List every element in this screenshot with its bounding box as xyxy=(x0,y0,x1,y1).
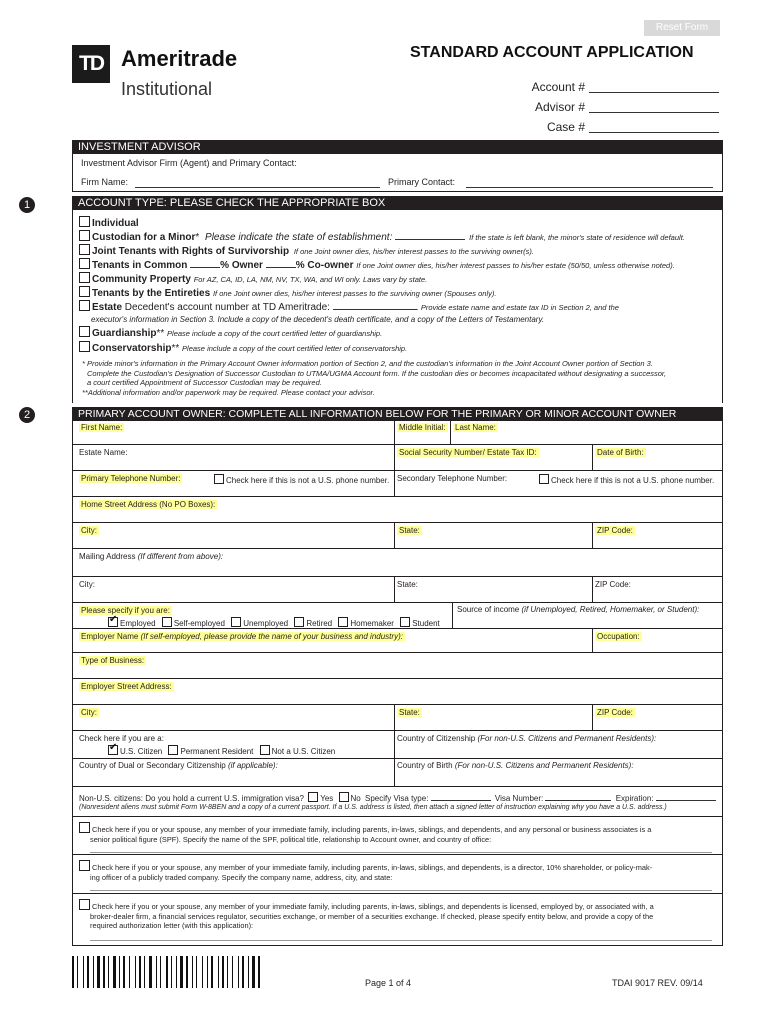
barcode-bar xyxy=(87,956,89,988)
barcode-bar xyxy=(252,956,255,988)
section-1-badge: 1 xyxy=(19,197,35,213)
homemaker-label: Homemaker xyxy=(350,619,394,628)
divider xyxy=(72,652,723,653)
divider xyxy=(394,704,395,730)
divider xyxy=(72,548,723,549)
barcode-bar xyxy=(196,956,197,988)
city-label: City: xyxy=(81,526,97,535)
advisor-number-label: Advisor # xyxy=(534,100,585,114)
visa-note: (Nonresident aliens must submit Form W-8BEN and a copy of a current passport. If a U.S. address is listed, then attach a signed letter of instruction explaining why you have a U.S. address.) xyxy=(79,804,667,811)
barcode-bar xyxy=(222,956,224,988)
guardianship-mark: ** xyxy=(156,328,165,339)
barcode-bar xyxy=(156,956,157,988)
country-citizenship-label: Country of Citizenship (For non-U.S. Citizens and Permanent Residents): xyxy=(397,734,657,743)
barcode-bar xyxy=(192,956,193,988)
permanent-resident-checkbox[interactable] xyxy=(168,745,178,755)
barcode-bar xyxy=(139,956,141,988)
account-number-field[interactable] xyxy=(589,80,719,93)
barcode-icon xyxy=(72,956,298,988)
entireties-checkbox[interactable] xyxy=(79,286,90,297)
barcode-bar xyxy=(135,956,136,988)
barcode-bar xyxy=(227,956,228,988)
custodian-checkbox[interactable] xyxy=(79,230,90,241)
us-citizen-checkbox[interactable] xyxy=(108,745,118,755)
divider xyxy=(394,420,395,470)
community-checkbox[interactable] xyxy=(79,272,90,283)
officer-field[interactable] xyxy=(90,882,712,891)
dual-note: (if applicable): xyxy=(227,761,278,770)
divider xyxy=(72,576,723,577)
barcode-bar xyxy=(211,956,213,988)
option-conservatorship[interactable] xyxy=(79,341,407,354)
barcode-bar xyxy=(248,956,249,988)
entireties-label: Tenants by the Entireties xyxy=(92,288,211,299)
employer-name-label: Employer Name (If self-employed, please provide the name of your business and industry): xyxy=(81,632,403,641)
not-us-phone-option[interactable] xyxy=(214,474,389,485)
estate-note-1: . Provide estate name and estate tax ID in Section 2, and the xyxy=(416,303,619,312)
expiration-label: Expiration: xyxy=(615,794,654,803)
primary-contact-label: Primary Contact: xyxy=(388,177,456,187)
broker-text-3: required authorization letter (with this application): xyxy=(90,921,254,930)
reset-form-button[interactable]: Reset Form xyxy=(644,20,720,36)
community-note: For AZ, CA, ID, LA, NM, NV, TX, WA, and WI only. Laws vary by state. xyxy=(193,275,428,284)
tic-label: Tenants in Common xyxy=(92,260,188,271)
zip-label: ZIP Code: xyxy=(597,526,633,535)
first-name-label: First Name: xyxy=(81,423,123,432)
custodian-prompt: Please indicate the state of establishment: xyxy=(205,232,393,243)
case-number-label: Case # xyxy=(546,120,585,134)
divider xyxy=(72,758,723,759)
spf-checkbox[interactable] xyxy=(79,822,90,833)
visa-type-label: Specify Visa type: xyxy=(364,794,429,803)
broker-text-1: Check here if you or your spouse, any member of your immediate family, including parents, in-laws, siblings, and dependents is licensed, employed by, or associated with, a xyxy=(92,902,654,911)
student-checkbox[interactable] xyxy=(400,617,410,627)
estate-account-field[interactable] xyxy=(333,301,417,310)
business-type-label: Type of Business: xyxy=(81,656,145,665)
country-citizenship-note: (For non-U.S. Citizens and Permanent Residents): xyxy=(477,734,657,743)
barcode-bar xyxy=(77,956,78,988)
divider xyxy=(592,522,593,548)
dob-label: Date of Birth: xyxy=(597,448,644,457)
not-us-phone-option-2[interactable] xyxy=(539,474,714,485)
citizen-options xyxy=(108,745,335,756)
ssn-label: Social Security Number/ Estate Tax ID: xyxy=(399,448,537,457)
divider xyxy=(592,628,593,652)
officer-text-2: ing officer of a publicly traded company. Specify the company name, address, city, and state: xyxy=(90,872,393,882)
barcode-bar xyxy=(83,956,84,988)
investment-advisor-header: INVESTMENT ADVISOR xyxy=(72,140,723,154)
estate-checkbox[interactable] xyxy=(79,300,90,311)
custodian-mark: * xyxy=(195,232,200,243)
spf-text-1: Check here if you or your spouse, any member of your immediate family, including parents, in-laws, siblings, and dependents, and any personal or business associates is a xyxy=(92,825,652,834)
barcode-bar xyxy=(129,956,130,988)
secondary-phone-label: Secondary Telephone Number: xyxy=(397,474,508,483)
account-type-footnotes xyxy=(82,359,720,397)
individual-checkbox[interactable] xyxy=(79,216,90,227)
visa-number-label: Visa Number: xyxy=(494,794,544,803)
conservatorship-checkbox[interactable] xyxy=(79,341,90,352)
not-us-citizen-checkbox[interactable] xyxy=(260,745,270,755)
barcode-bar xyxy=(218,956,219,988)
barcode-bar xyxy=(93,956,94,988)
not-us-citizen-label: Not a U.S. Citizen xyxy=(271,747,336,756)
joint-checkbox[interactable] xyxy=(79,244,90,255)
divider xyxy=(72,704,723,705)
zip-label-2: ZIP Code: xyxy=(595,580,631,589)
not-us-phone-label: Check here if this is not a U.S. phone number. xyxy=(226,476,390,485)
option-community-property[interactable] xyxy=(79,272,427,285)
visa-number-field[interactable] xyxy=(545,792,611,801)
barcode-bar xyxy=(97,956,100,988)
conservatorship-note: Please include a copy of the court certified letter of conservatorship. xyxy=(182,344,408,353)
last-name-label: Last Name: xyxy=(455,423,496,432)
employed-label: Employed xyxy=(120,619,156,628)
divider xyxy=(592,704,593,730)
employer-note: (If self-employed, please provide the name of your business and industry): xyxy=(140,632,403,641)
not-us-phone-label-2: Check here if this is not a U.S. phone number. xyxy=(551,476,715,485)
student-label: Student xyxy=(412,619,440,628)
spf-text-2: senior political figure (SPF). Specify the name of the SPF, political title, relationship to Account owner, and country of office: xyxy=(90,834,492,844)
divider xyxy=(72,628,723,629)
tic-note: If one Joint owner dies, his/her interest passes to his/her estate (50/50, unless otherwise noted). xyxy=(356,261,675,270)
barcode-bar xyxy=(113,956,116,988)
divider xyxy=(72,730,723,731)
option-estate[interactable] xyxy=(79,300,619,313)
source-income-label: Source of income (if Unemployed, Retired, Homemaker, or Student): xyxy=(457,605,700,614)
source-income-note: (if Unemployed, Retired, Homemaker, or Student): xyxy=(521,605,700,614)
divider xyxy=(394,522,395,548)
barcode-bar xyxy=(108,956,109,988)
dual-citizenship-label: Country of Dual or Secondary Citizenship (if applicable): xyxy=(79,761,278,770)
occupation-label: Occupation: xyxy=(597,632,640,641)
barcode-bar xyxy=(149,956,152,988)
account-number-label: Account # xyxy=(531,80,585,94)
divider xyxy=(72,854,723,855)
joint-note: If one Joint owner dies, his/her interest passes to the surviving owner(s). xyxy=(293,247,534,256)
barcode-bar xyxy=(207,956,208,988)
mailing-address-label: Mailing Address (If different from above): xyxy=(79,552,224,561)
mailing-note: (If different from above): xyxy=(137,552,224,561)
barcode-bar xyxy=(176,956,177,988)
option-tenants-in-common[interactable] xyxy=(79,258,675,271)
form-id: TDAI 9017 REV. 09/14 xyxy=(612,978,703,988)
custodian-state-field[interactable] xyxy=(395,231,465,240)
divider xyxy=(394,730,395,786)
tic-checkbox[interactable] xyxy=(79,258,90,269)
country-birth-note: (For non-U.S. Citizens and Permanent Residents): xyxy=(454,761,634,770)
brand-name: Ameritrade xyxy=(121,46,238,71)
divider xyxy=(72,470,723,471)
specify-label: Please specify if you are: xyxy=(81,606,170,615)
zip-label-3: ZIP Code: xyxy=(597,708,633,717)
estate-name-label: Estate Name: xyxy=(79,448,128,457)
footnote-4: **Additional information and/or paperwork may be required. Please contact your advisor. xyxy=(82,387,375,397)
guardianship-checkbox[interactable] xyxy=(79,326,90,337)
retired-label: Retired xyxy=(306,619,333,628)
officer-checkbox[interactable] xyxy=(79,860,90,871)
option-joint[interactable] xyxy=(79,244,534,257)
advisor-number-field[interactable] xyxy=(589,100,719,113)
state-label-2: State: xyxy=(397,580,418,589)
estate-note-2: executor's information in Section 3. Include a copy of the decedent's death certificate, and a copy of the Letters of Testamentary. xyxy=(91,315,545,324)
footnote-2: Complete the Custodian's Designation of Successor Custodian to UTMA/UGMA Account form. If the custodian dies or becomes incapacitated without designating a successor, xyxy=(87,368,667,378)
employed-checkbox[interactable] xyxy=(108,617,118,627)
barcode-bar xyxy=(119,956,120,988)
divider xyxy=(72,893,723,894)
self-employed-checkbox[interactable] xyxy=(162,617,172,627)
custodian-note: If the state is left blank, the minor's state of residence will default. xyxy=(469,233,685,242)
visa-no-checkbox[interactable] xyxy=(339,792,349,802)
employment-options xyxy=(108,617,440,628)
barcode-bar xyxy=(242,956,244,988)
employer-address-label: Employer Street Address: xyxy=(81,682,172,691)
officer-disclosure xyxy=(79,860,715,882)
state-label: State: xyxy=(399,526,420,535)
barcode-bar xyxy=(258,956,260,988)
estate-label: Estate xyxy=(92,302,123,313)
visa-yes-checkbox[interactable] xyxy=(308,792,318,802)
tic-owner-label: % Owner xyxy=(220,260,263,271)
divider xyxy=(394,470,395,496)
broker-field[interactable] xyxy=(90,932,712,941)
visa-row xyxy=(79,792,716,803)
barcode-bar xyxy=(144,956,145,988)
barcode-bar xyxy=(123,956,125,988)
primary-contact-field[interactable] xyxy=(466,177,713,188)
visa-type-field[interactable] xyxy=(431,792,491,801)
visa-yes-label: Yes xyxy=(320,794,334,803)
entireties-note: If one Joint owner dies, his/her interest passes to the surviving owner (Spouses only). xyxy=(212,289,497,298)
unemployed-label: Unemployed xyxy=(243,619,289,628)
divider xyxy=(72,678,723,679)
firm-name-field[interactable] xyxy=(135,177,380,188)
broker-checkbox[interactable] xyxy=(79,899,90,910)
divider xyxy=(72,602,723,603)
brand-sub: Institutional xyxy=(121,79,213,99)
spf-disclosure xyxy=(79,822,715,844)
visa-no-label: No xyxy=(350,794,361,803)
guardianship-note: Please include a copy of the court certified letter of guardianship. xyxy=(167,329,383,338)
divider xyxy=(72,786,723,787)
city-label-3: City: xyxy=(81,708,97,717)
broker-disclosure xyxy=(79,899,715,931)
case-number-field[interactable] xyxy=(589,120,719,133)
estate-prompt: Decedent's account number at TD Ameritrade: xyxy=(124,302,330,313)
barcode-bar xyxy=(171,956,172,988)
barcode-bar xyxy=(180,956,183,988)
option-custodian[interactable] xyxy=(79,230,685,243)
guardianship-label: Guardianship xyxy=(92,328,157,339)
primary-owner-header: PRIMARY ACCOUNT OWNER: COMPLETE ALL INFORMATION BELOW FOR THE PRIMARY OR MINOR ACCOUNT OWNER xyxy=(72,407,723,421)
unemployed-checkbox[interactable] xyxy=(231,617,241,627)
page-title: STANDARD ACCOUNT APPLICATION xyxy=(410,44,694,61)
barcode-bar xyxy=(166,956,168,988)
broker-text-2: broker-dealer firm, a financial services regulator, securities exchange, or member of a securities exchange. If checked, please specify entity below, and provide a copy of the xyxy=(90,911,654,921)
tic-coowner-label: % Co-owner xyxy=(295,260,354,271)
barcode-bar xyxy=(238,956,239,988)
divider xyxy=(394,576,395,602)
divider xyxy=(72,496,723,497)
self-employed-label: Self-employed xyxy=(173,619,225,628)
conservatorship-mark: ** xyxy=(171,343,180,354)
middle-initial-label: Middle Initial: xyxy=(399,423,446,432)
primary-phone-label: Primary Telephone Number: xyxy=(81,474,181,483)
barcode-bar xyxy=(72,956,74,988)
option-guardianship[interactable] xyxy=(79,326,382,339)
divider xyxy=(592,444,593,470)
divider xyxy=(450,420,451,444)
divider xyxy=(72,522,723,523)
officer-text-1: Check here if you or your spouse, any member of your immediate family, including parents, in-laws, siblings, and dependents, is a director, 10% shareholder, or policy-mak- xyxy=(92,863,653,872)
footnote-1: * Provide minor's information in the Primary Account Owner information portion of Section 2, and the custodian's information in the Joint Account Owner portion of Section 3. xyxy=(82,359,653,368)
not-us-phone-checkbox[interactable] xyxy=(214,474,224,484)
option-individual[interactable] xyxy=(79,216,139,229)
check-if-label: Check here if you are a: xyxy=(79,734,164,743)
advisor-intro: Investment Advisor Firm (Agent) and Primary Contact: xyxy=(81,158,297,168)
retired-checkbox[interactable] xyxy=(294,617,304,627)
barcode-bar xyxy=(160,956,161,988)
divider xyxy=(452,602,453,628)
firm-name-label: Firm Name: xyxy=(81,177,128,187)
visa-question: Non-U.S. citizens: Do you hold a current U.S. immigration visa? xyxy=(79,794,304,803)
section-2-badge: 2 xyxy=(19,407,35,423)
tic-coowner-field[interactable] xyxy=(266,259,296,268)
divider xyxy=(592,576,593,602)
option-entireties[interactable] xyxy=(79,286,496,299)
tic-owner-field[interactable] xyxy=(190,259,220,268)
barcode-bar xyxy=(232,956,233,988)
footnote-3: a court certified Appointment of Successor Custodian may be required. xyxy=(87,378,322,387)
us-citizen-label: U.S. Citizen xyxy=(120,747,163,756)
barcode-bar xyxy=(186,956,188,988)
joint-label: Joint Tenants with Rights of Survivorship xyxy=(92,246,290,257)
custodian-label: Custodian for a Minor xyxy=(92,232,196,243)
country-birth-label: Country of Birth (For non-U.S. Citizens and Permanent Residents): xyxy=(397,761,634,770)
individual-label: Individual xyxy=(92,218,139,229)
td-logo-icon: TD xyxy=(72,45,110,83)
not-us-phone-checkbox-2[interactable] xyxy=(539,474,549,484)
divider xyxy=(72,444,723,445)
expiration-field[interactable] xyxy=(656,792,716,801)
home-address-label: Home Street Address (No PO Boxes): xyxy=(81,500,216,509)
permanent-resident-label: Permanent Resident xyxy=(180,747,254,756)
barcode-bar xyxy=(202,956,203,988)
account-type-header: ACCOUNT TYPE: PLEASE CHECK THE APPROPRIATE BOX xyxy=(72,196,723,210)
divider xyxy=(72,816,723,817)
community-label: Community Property xyxy=(92,274,191,285)
homemaker-checkbox[interactable] xyxy=(338,617,348,627)
conservatorship-label: Conservatorship xyxy=(92,343,172,354)
city-label-2: City: xyxy=(79,580,95,589)
state-label-3: State: xyxy=(399,708,420,717)
page-number: Page 1 of 4 xyxy=(365,978,412,988)
spf-field[interactable] xyxy=(90,844,712,853)
barcode-bar xyxy=(103,956,105,988)
